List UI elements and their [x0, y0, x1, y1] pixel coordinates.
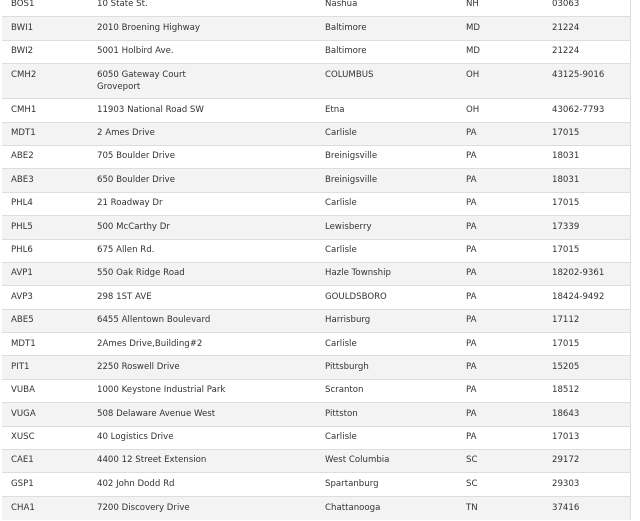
cell-city: Baltimore — [316, 40, 457, 63]
cell-zip: 17015 — [543, 239, 630, 262]
cell-address: 2Ames Drive,Building#2 — [88, 333, 316, 356]
table-row — [2, 239, 630, 262]
cell-city: West Columbia — [316, 450, 457, 473]
table-row — [2, 192, 630, 215]
cell-city: Carlisle — [316, 239, 457, 262]
cell-city: Hazle Township — [316, 262, 457, 285]
cell-code: AVP3 — [2, 286, 88, 309]
cell-address: 6050 Gateway Court Groveport — [88, 64, 316, 99]
cell-state: NH — [457, 0, 543, 17]
cell-city: Etna — [316, 99, 457, 122]
cell-state: PA — [457, 122, 543, 145]
cell-state: PA — [457, 169, 543, 192]
cell-code: PHL6 — [2, 239, 88, 262]
table-row — [2, 40, 630, 63]
cell-state: PA — [457, 379, 543, 402]
cell-code: ABE5 — [2, 309, 88, 332]
cell-city: Spartanburg — [316, 473, 457, 496]
cell-zip: 18512 — [543, 379, 630, 402]
table-row — [2, 356, 630, 379]
cell-state: OH — [457, 99, 543, 122]
table-row — [2, 473, 630, 496]
cell-code: ABE2 — [2, 145, 88, 168]
cell-address: 5001 Holbird Ave. — [88, 40, 316, 63]
cell-zip: 17015 — [543, 192, 630, 215]
table-row — [2, 169, 630, 192]
cell-city: Carlisle — [316, 333, 457, 356]
cell-city: Breinigsville — [316, 169, 457, 192]
cell-address: 508 Delaware Avenue West — [88, 403, 316, 426]
cell-zip: 03063 — [543, 0, 630, 17]
cell-code: ABE3 — [2, 169, 88, 192]
cell-address: 2010 Broening Highway — [88, 17, 316, 40]
cell-address: 40 Logistics Drive — [88, 426, 316, 449]
table-row — [2, 333, 630, 356]
cell-city: Nashua — [316, 0, 457, 17]
cell-state: PA — [457, 216, 543, 239]
cell-code: PIT1 — [2, 356, 88, 379]
cell-state: MD — [457, 40, 543, 63]
cell-code: VUBA — [2, 379, 88, 402]
cell-zip: 17112 — [543, 309, 630, 332]
cell-state: PA — [457, 356, 543, 379]
cell-state: MD — [457, 17, 543, 40]
cell-city: Breinigsville — [316, 145, 457, 168]
table-body — [2, 0, 630, 520]
cell-code: BWI1 — [2, 17, 88, 40]
cell-zip: 37416 — [543, 496, 630, 519]
cell-address: 2 Ames Drive — [88, 122, 316, 145]
table-row — [2, 145, 630, 168]
table-row — [2, 216, 630, 239]
warehouse-address-table-container — [2, 0, 631, 520]
cell-zip: 17013 — [543, 426, 630, 449]
cell-zip: 29303 — [543, 473, 630, 496]
warehouse-address-table — [2, 0, 630, 520]
cell-city: Pittston — [316, 403, 457, 426]
cell-address: 2250 Roswell Drive — [88, 356, 316, 379]
cell-address: 21 Roadway Dr — [88, 192, 316, 215]
cell-zip: 21224 — [543, 40, 630, 63]
cell-code: BOS1 — [2, 0, 88, 17]
table-row — [2, 426, 630, 449]
cell-state: PA — [457, 145, 543, 168]
cell-code: CMH2 — [2, 64, 88, 99]
cell-code: GSP1 — [2, 473, 88, 496]
cell-address: 650 Boulder Drive — [88, 169, 316, 192]
cell-address: 1000 Keystone Industrial Park — [88, 379, 316, 402]
cell-state: PA — [457, 333, 543, 356]
cell-state: PA — [457, 286, 543, 309]
cell-city: Harrisburg — [316, 309, 457, 332]
cell-state: PA — [457, 239, 543, 262]
cell-address: 402 John Dodd Rd — [88, 473, 316, 496]
cell-zip: 21224 — [543, 17, 630, 40]
cell-city: Carlisle — [316, 426, 457, 449]
table-row — [2, 0, 630, 17]
cell-city: Chattanooga — [316, 496, 457, 519]
cell-code: AVP1 — [2, 262, 88, 285]
cell-address: 500 McCarthy Dr — [88, 216, 316, 239]
cell-code: MDT1 — [2, 333, 88, 356]
cell-state: PA — [457, 262, 543, 285]
cell-city: Scranton — [316, 379, 457, 402]
cell-city: Carlisle — [316, 192, 457, 215]
cell-zip: 15205 — [543, 356, 630, 379]
cell-address: 11903 National Road SW — [88, 99, 316, 122]
cell-code: XUSC — [2, 426, 88, 449]
cell-state: PA — [457, 403, 543, 426]
cell-city: GOULDSBORO — [316, 286, 457, 309]
cell-address: 705 Boulder Drive — [88, 145, 316, 168]
cell-city: Pittsburgh — [316, 356, 457, 379]
cell-state: TN — [457, 496, 543, 519]
cell-state: OH — [457, 64, 543, 99]
cell-address: 550 Oak Ridge Road — [88, 262, 316, 285]
cell-city: Lewisberry — [316, 216, 457, 239]
table-row — [2, 64, 630, 99]
cell-code: CHA1 — [2, 496, 88, 519]
cell-address: 10 State St. — [88, 0, 316, 17]
cell-code: CAE1 — [2, 450, 88, 473]
table-row — [2, 403, 630, 426]
cell-state: SC — [457, 473, 543, 496]
cell-city: Carlisle — [316, 122, 457, 145]
table-row — [2, 496, 630, 519]
cell-zip: 29172 — [543, 450, 630, 473]
cell-code: PHL4 — [2, 192, 88, 215]
table-row — [2, 450, 630, 473]
cell-state: PA — [457, 192, 543, 215]
table-row — [2, 309, 630, 332]
cell-city: COLUMBUS — [316, 64, 457, 99]
cell-code: MDT1 — [2, 122, 88, 145]
cell-code: PHL5 — [2, 216, 88, 239]
cell-address: 675 Allen Rd. — [88, 239, 316, 262]
table-row — [2, 286, 630, 309]
cell-address: 298 1ST AVE — [88, 286, 316, 309]
cell-state: PA — [457, 309, 543, 332]
cell-zip: 18031 — [543, 145, 630, 168]
cell-state: SC — [457, 450, 543, 473]
cell-zip: 17015 — [543, 333, 630, 356]
table-row — [2, 379, 630, 402]
cell-address: 4400 12 Street Extension — [88, 450, 316, 473]
cell-zip: 17015 — [543, 122, 630, 145]
cell-zip: 18643 — [543, 403, 630, 426]
cell-zip: 43062-7793 — [543, 99, 630, 122]
table-row — [2, 262, 630, 285]
cell-state: PA — [457, 426, 543, 449]
cell-zip: 43125-9016 — [543, 64, 630, 99]
cell-code: VUGA — [2, 403, 88, 426]
cell-zip: 18424-9492 — [543, 286, 630, 309]
cell-zip: 18202-9361 — [543, 262, 630, 285]
table-row — [2, 122, 630, 145]
table-row — [2, 17, 630, 40]
cell-zip: 17339 — [543, 216, 630, 239]
cell-address: 7200 Discovery Drive — [88, 496, 316, 519]
cell-code: BWI2 — [2, 40, 88, 63]
cell-address: 6455 Allentown Boulevard — [88, 309, 316, 332]
table-row — [2, 99, 630, 122]
cell-zip: 18031 — [543, 169, 630, 192]
cell-code: CMH1 — [2, 99, 88, 122]
cell-city: Baltimore — [316, 17, 457, 40]
